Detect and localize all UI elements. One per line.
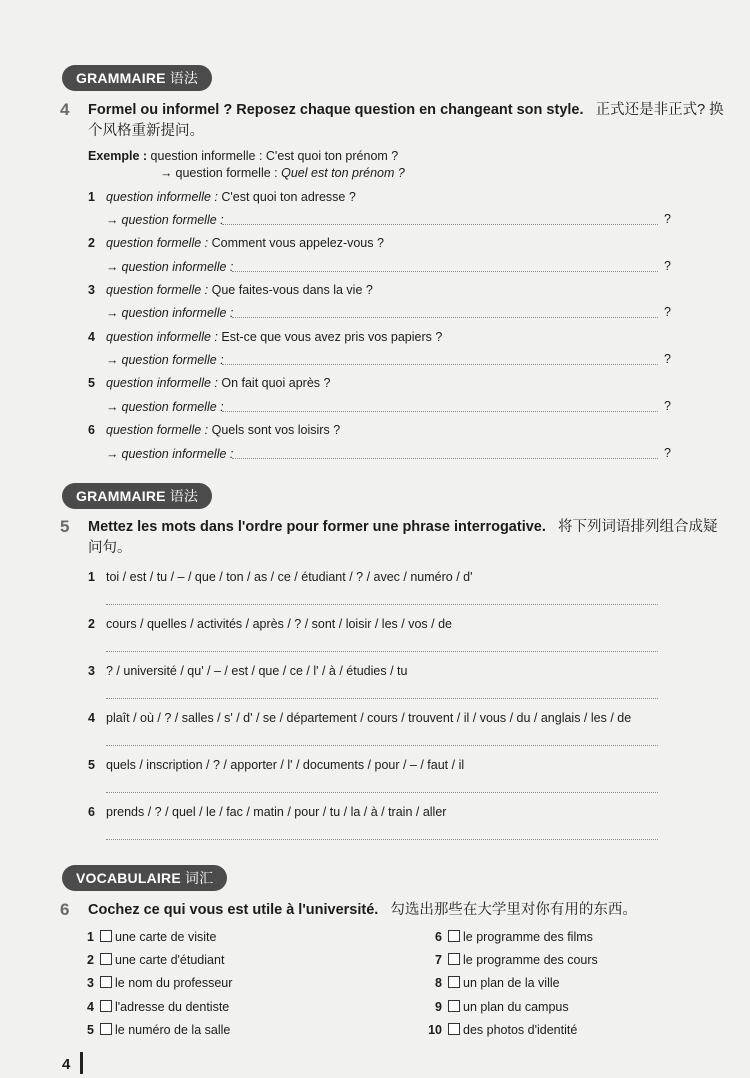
exercise-title <box>88 517 728 559</box>
question-text: Est-ce que vous avez pris vos papiers ? <box>221 330 443 344</box>
item-number: 4 <box>88 711 95 725</box>
exercise-title-zh: 勾选出那些在大学里对你有用的东西。 <box>390 902 637 918</box>
checkbox-label: une carte d'étudiant <box>115 953 225 967</box>
checkbox-item-7[interactable] <box>424 953 598 967</box>
answer-line-sentence-5[interactable] <box>106 792 658 793</box>
page-number-bar <box>80 1052 83 1074</box>
answer-line-sentence-6[interactable] <box>106 839 658 840</box>
question-text: C'est quoi ton adresse ? <box>221 190 356 204</box>
item-number: 5 <box>88 758 95 772</box>
item-number: 2 <box>88 236 95 250</box>
item-number: 8 <box>435 976 442 990</box>
item-number: 2 <box>87 953 94 967</box>
checkbox[interactable] <box>100 1000 112 1012</box>
checkbox-item-10[interactable] <box>424 1023 577 1037</box>
checkbox-item-8[interactable] <box>424 976 560 990</box>
answer-label-1 <box>106 213 224 227</box>
question-text: Quels sont vos loisirs ? <box>211 423 341 437</box>
checkbox-label: des photos d'identité <box>463 1023 578 1037</box>
question-type: question informelle : <box>106 330 218 344</box>
sentence-item-1 <box>88 570 472 584</box>
checkbox-label: le nom du professeur <box>115 976 233 990</box>
question-type: question informelle : <box>106 376 218 390</box>
checkbox[interactable] <box>100 953 112 965</box>
checkbox-label: le programme des films <box>463 930 593 944</box>
answer-line-2[interactable] <box>232 271 658 272</box>
answer-type: question informelle : <box>121 260 234 274</box>
answer-line-sentence-3[interactable] <box>106 698 658 699</box>
item-number: 6 <box>88 805 95 819</box>
answer-type: question formelle : <box>121 213 224 227</box>
question-mark: ? <box>664 259 671 273</box>
answer-line-6[interactable] <box>232 458 658 459</box>
arrow-icon: → <box>160 166 173 180</box>
example-line-1 <box>88 149 398 163</box>
question-item-2 <box>88 236 384 250</box>
item-number: 2 <box>88 617 95 631</box>
checkbox-item-1[interactable] <box>80 930 216 944</box>
answer-type: question formelle : <box>121 400 224 414</box>
checkbox-label: l'adresse du dentiste <box>115 1000 230 1014</box>
section-badge-vocabulaire <box>62 865 227 891</box>
checkbox-label: le numéro de la salle <box>115 1023 231 1037</box>
item-number: 1 <box>87 930 94 944</box>
checkbox[interactable] <box>448 976 460 988</box>
answer-line-sentence-4[interactable] <box>106 745 658 746</box>
checkbox-item-2[interactable] <box>80 953 224 967</box>
question-text: Comment vous appelez-vous ? <box>211 236 384 250</box>
section-label: GRAMMAIRE <box>76 70 166 86</box>
checkbox-label: un plan de la ville <box>463 976 560 990</box>
question-type: question formelle : <box>106 283 209 297</box>
section-label-zh: 语法 <box>169 70 199 86</box>
exercise-title-fr: Formel ou informel ? Reposez chaque question en changeant son style. <box>88 102 584 118</box>
exercise-title-fr: Mettez les mots dans l'ordre pour former une phrase interrogative. <box>88 519 546 535</box>
answer-line-4[interactable] <box>222 364 658 365</box>
sentence-item-2 <box>88 617 452 631</box>
checkbox-item-9[interactable] <box>424 1000 569 1014</box>
question-mark: ? <box>664 399 671 413</box>
item-number: 1 <box>88 190 95 204</box>
checkbox-label: le programme des cours <box>463 953 598 967</box>
exercise-number: 5 <box>60 517 70 536</box>
checkbox-label: un plan du campus <box>463 1000 569 1014</box>
question-type: question informelle : <box>106 190 218 204</box>
sentence-item-4 <box>88 711 631 725</box>
word-list: quels / inscription / ? / apporter / l' / documents / pour / – / faut / il <box>106 758 465 772</box>
checkbox[interactable] <box>100 1023 112 1035</box>
answer-label-5 <box>106 400 224 414</box>
question-type: question formelle : <box>106 423 209 437</box>
answer-line-sentence-1[interactable] <box>106 604 658 605</box>
exercise-title <box>88 900 728 921</box>
item-number: 6 <box>435 930 442 944</box>
item-number: 4 <box>87 1000 94 1014</box>
question-mark: ? <box>664 446 671 460</box>
example-label: Exemple : <box>88 149 148 163</box>
answer-line-5[interactable] <box>222 411 658 412</box>
section-label-zh: 词汇 <box>184 870 214 886</box>
sentence-item-3 <box>88 664 407 678</box>
question-text: Que faites-vous dans la vie ? <box>211 283 373 297</box>
exercise-title-zh: 正式还是非正式? 换个风格重新提问。 <box>88 102 724 139</box>
example-question-type: question informelle : <box>150 149 263 163</box>
checkbox[interactable] <box>448 1000 460 1012</box>
item-number: 1 <box>88 570 95 584</box>
answer-line-3[interactable] <box>232 317 658 318</box>
question-item-5 <box>88 376 330 390</box>
arrow-icon: → <box>106 306 119 320</box>
word-list: toi / est / tu / – / que / ton / as / ce / étudiant / ? / avec / numéro / d' <box>106 570 473 584</box>
item-number: 4 <box>88 330 95 344</box>
exercise-title-fr: Cochez ce qui vous est utile à l'université. <box>88 902 379 918</box>
checkbox[interactable] <box>448 953 460 965</box>
answer-label-2 <box>106 260 233 274</box>
question-item-1 <box>88 190 356 204</box>
question-type: question formelle : <box>106 236 209 250</box>
checkbox[interactable] <box>448 930 460 942</box>
checkbox-item-3[interactable] <box>80 976 232 990</box>
answer-line-1[interactable] <box>222 224 658 225</box>
section-label-zh: 语法 <box>169 488 199 504</box>
checkbox-item-5[interactable] <box>80 1023 230 1037</box>
section-label: GRAMMAIRE <box>76 488 166 504</box>
checkbox[interactable] <box>100 976 112 988</box>
arrow-icon: → <box>106 213 119 227</box>
question-item-6 <box>88 423 340 437</box>
word-list: prends / ? / quel / le / fac / matin / pour / tu / la / à / train / aller <box>106 805 447 819</box>
exercise-title-zh: 将下列词语排列组合成疑问句。 <box>88 519 718 556</box>
example-answer: Quel est ton prénom ? <box>281 166 405 180</box>
answer-type: question informelle : <box>121 306 234 320</box>
page-number: 4 <box>62 1056 71 1073</box>
checkbox-item-4[interactable] <box>80 1000 229 1014</box>
question-mark: ? <box>664 352 671 366</box>
question-item-4 <box>88 330 442 344</box>
answer-type: question informelle : <box>121 447 234 461</box>
sentence-item-6 <box>88 805 446 819</box>
item-number: 6 <box>88 423 95 437</box>
answer-type: question formelle : <box>121 353 224 367</box>
item-number: 3 <box>88 283 95 297</box>
sentence-item-5 <box>88 758 464 772</box>
exercise-number: 4 <box>60 100 70 119</box>
question-text: On fait quoi après ? <box>221 376 331 390</box>
answer-line-sentence-2[interactable] <box>106 651 658 652</box>
answer-label-4 <box>106 353 224 367</box>
section-badge-grammaire-2 <box>62 483 212 509</box>
exercise-number: 6 <box>60 900 70 919</box>
example-question: C'est quoi ton prénom ? <box>265 149 399 163</box>
checkbox-label: une carte de visite <box>115 930 217 944</box>
checkbox[interactable] <box>100 930 112 942</box>
example-answer-type: question formelle : <box>175 166 278 180</box>
item-number: 5 <box>88 376 95 390</box>
arrow-icon: → <box>106 353 119 367</box>
item-number: 5 <box>87 1023 94 1037</box>
example-line-2 <box>160 166 405 180</box>
item-number: 3 <box>88 664 95 678</box>
item-number: 7 <box>435 953 442 967</box>
question-mark: ? <box>664 212 671 226</box>
exercise-title <box>88 100 728 142</box>
checkbox[interactable] <box>448 1023 460 1035</box>
item-number: 9 <box>435 1000 442 1014</box>
arrow-icon: → <box>106 400 119 414</box>
arrow-icon: → <box>106 260 119 274</box>
question-mark: ? <box>664 305 671 319</box>
checkbox-item-6[interactable] <box>424 930 593 944</box>
arrow-icon: → <box>106 447 119 461</box>
word-list: cours / quelles / activités / après / ? / sont / loisir / les / vos / de <box>106 617 452 631</box>
answer-label-6 <box>106 447 233 461</box>
question-item-3 <box>88 283 373 297</box>
word-list: plaît / où / ? / salles / s' / d' / se / département / cours / trouvent / il / vous / du / anglais / les / de <box>106 711 632 725</box>
section-badge-grammaire-1 <box>62 65 212 91</box>
item-number: 10 <box>428 1023 442 1037</box>
answer-label-3 <box>106 306 233 320</box>
word-list: ? / université / qu' / – / est / que / ce / l' / à / étudies / tu <box>106 664 408 678</box>
item-number: 3 <box>87 976 94 990</box>
section-label: VOCABULAIRE <box>76 870 181 886</box>
